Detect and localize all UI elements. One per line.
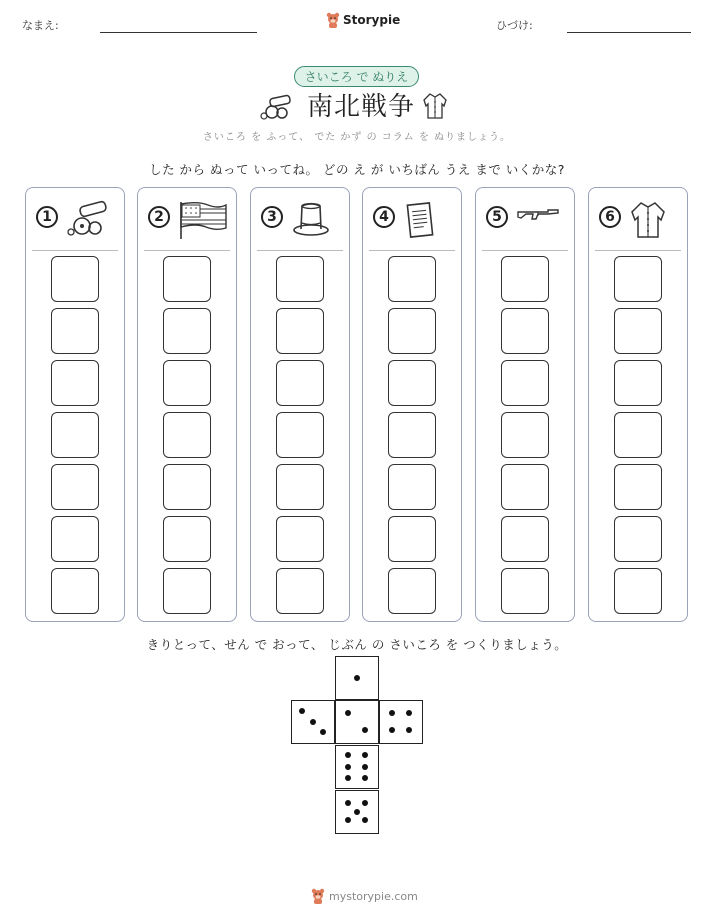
die-face-3 — [291, 700, 335, 744]
die-pip — [406, 710, 412, 716]
rifle-icon — [516, 200, 560, 234]
coloring-box[interactable] — [163, 412, 211, 458]
coloring-box[interactable] — [163, 568, 211, 614]
die-pip — [362, 800, 368, 806]
column-header — [589, 198, 687, 238]
die-pip — [362, 775, 368, 781]
dice-column-1 — [25, 187, 125, 622]
coloring-box[interactable] — [614, 516, 662, 562]
column-number: 1 — [36, 206, 58, 228]
coloring-box[interactable] — [163, 464, 211, 510]
coloring-box[interactable] — [276, 360, 324, 406]
die-face-4 — [379, 700, 423, 744]
cannon-icon — [260, 93, 294, 121]
column-divider — [369, 250, 455, 251]
die-face-5 — [335, 790, 379, 834]
coloring-box[interactable] — [501, 516, 549, 562]
coloring-box[interactable] — [388, 516, 436, 562]
die-pip — [345, 800, 351, 806]
date-label: ひづけ: — [496, 19, 533, 32]
coloring-box[interactable] — [163, 360, 211, 406]
coloring-box[interactable] — [276, 412, 324, 458]
coloring-box[interactable] — [388, 568, 436, 614]
coloring-box[interactable] — [51, 412, 99, 458]
column-number: 6 — [599, 206, 621, 228]
coloring-box[interactable] — [388, 256, 436, 302]
dice-column-4 — [362, 187, 462, 622]
coloring-box[interactable] — [276, 568, 324, 614]
brand-logo — [326, 12, 400, 28]
uniform-coat-icon — [422, 92, 448, 120]
die-pip — [299, 708, 305, 714]
coloring-box[interactable] — [614, 256, 662, 302]
column-divider — [144, 250, 230, 251]
coloring-box[interactable] — [501, 464, 549, 510]
coloring-box[interactable] — [276, 516, 324, 562]
coloring-box[interactable] — [276, 464, 324, 510]
us-flag-icon — [178, 200, 228, 244]
worksheet-type-pill: さいころ で ぬりえ — [294, 66, 419, 87]
die-pip — [345, 775, 351, 781]
column-divider — [32, 250, 118, 251]
column-number: 4 — [373, 206, 395, 228]
top-hat-icon — [291, 200, 331, 242]
column-divider — [595, 250, 681, 251]
dice-column-2 — [137, 187, 237, 622]
coloring-box[interactable] — [388, 412, 436, 458]
column-number: 2 — [148, 206, 170, 228]
dice-column-5 — [475, 187, 575, 622]
coloring-box[interactable] — [388, 308, 436, 354]
coloring-box[interactable] — [163, 516, 211, 562]
coloring-box[interactable] — [388, 464, 436, 510]
bear-icon — [326, 12, 340, 28]
coloring-box[interactable] — [614, 360, 662, 406]
die-pip — [362, 727, 368, 733]
column-number: 5 — [486, 206, 508, 228]
coloring-box[interactable] — [614, 412, 662, 458]
coloring-box[interactable] — [614, 308, 662, 354]
coloring-box[interactable] — [501, 256, 549, 302]
coloring-box[interactable] — [501, 412, 549, 458]
die-pip — [362, 752, 368, 758]
bear-icon — [311, 888, 325, 904]
coloring-box[interactable] — [501, 360, 549, 406]
die-pip — [345, 817, 351, 823]
name-label: なまえ: — [22, 19, 59, 32]
instruction-cut: きりとって、せん で おって、 じぶん の さいころ を つくりましょう。 — [146, 637, 568, 652]
die-pip — [320, 729, 326, 735]
coloring-box[interactable] — [163, 308, 211, 354]
coloring-box[interactable] — [51, 360, 99, 406]
coloring-box[interactable] — [51, 568, 99, 614]
coloring-box[interactable] — [501, 568, 549, 614]
document-icon — [403, 200, 437, 244]
name-line[interactable] — [100, 32, 257, 33]
column-number: 3 — [261, 206, 283, 228]
die-pip — [362, 817, 368, 823]
dice-column-6 — [588, 187, 688, 622]
die-face-2 — [335, 700, 379, 744]
coloring-box[interactable] — [614, 464, 662, 510]
coloring-box[interactable] — [51, 308, 99, 354]
die-face-1 — [335, 656, 379, 700]
die-pip — [354, 809, 360, 815]
subtitle: さいころ を ふって、 でた かず の コラム を ぬりましょう。 — [202, 132, 512, 143]
coloring-box[interactable] — [51, 516, 99, 562]
column-divider — [257, 250, 343, 251]
column-header — [476, 198, 574, 238]
coloring-box[interactable] — [276, 308, 324, 354]
column-header — [26, 198, 124, 238]
column-header — [138, 198, 236, 238]
die-pip — [345, 764, 351, 770]
die-pip — [345, 710, 351, 716]
coloring-box[interactable] — [163, 256, 211, 302]
die-pip — [310, 719, 316, 725]
date-line[interactable] — [567, 32, 691, 33]
die-pip — [362, 764, 368, 770]
brand-name: Storypie — [343, 13, 401, 27]
cannon-icon — [66, 200, 110, 242]
coloring-box[interactable] — [51, 256, 99, 302]
dice-column-3 — [250, 187, 350, 622]
coloring-box[interactable] — [501, 308, 549, 354]
die-pip — [345, 752, 351, 758]
coloring-box[interactable] — [388, 360, 436, 406]
uniform-coat-icon — [629, 200, 667, 244]
coloring-box[interactable] — [276, 256, 324, 302]
die-pip — [406, 727, 412, 733]
column-header — [363, 198, 461, 238]
footer — [311, 888, 418, 904]
column-divider — [482, 250, 568, 251]
footer-url[interactable]: mystorypie.com — [329, 889, 418, 903]
coloring-box[interactable] — [614, 568, 662, 614]
die-pip — [354, 675, 360, 681]
instruction-color: した から ぬって いってね。 どの え が いちばん うえ まで いくかな? — [149, 162, 565, 177]
coloring-box[interactable] — [51, 464, 99, 510]
page-title: 南北戦争 — [307, 92, 416, 122]
die-face-6 — [335, 745, 379, 789]
column-header — [251, 198, 349, 238]
die-pip — [389, 710, 395, 716]
die-pip — [389, 727, 395, 733]
